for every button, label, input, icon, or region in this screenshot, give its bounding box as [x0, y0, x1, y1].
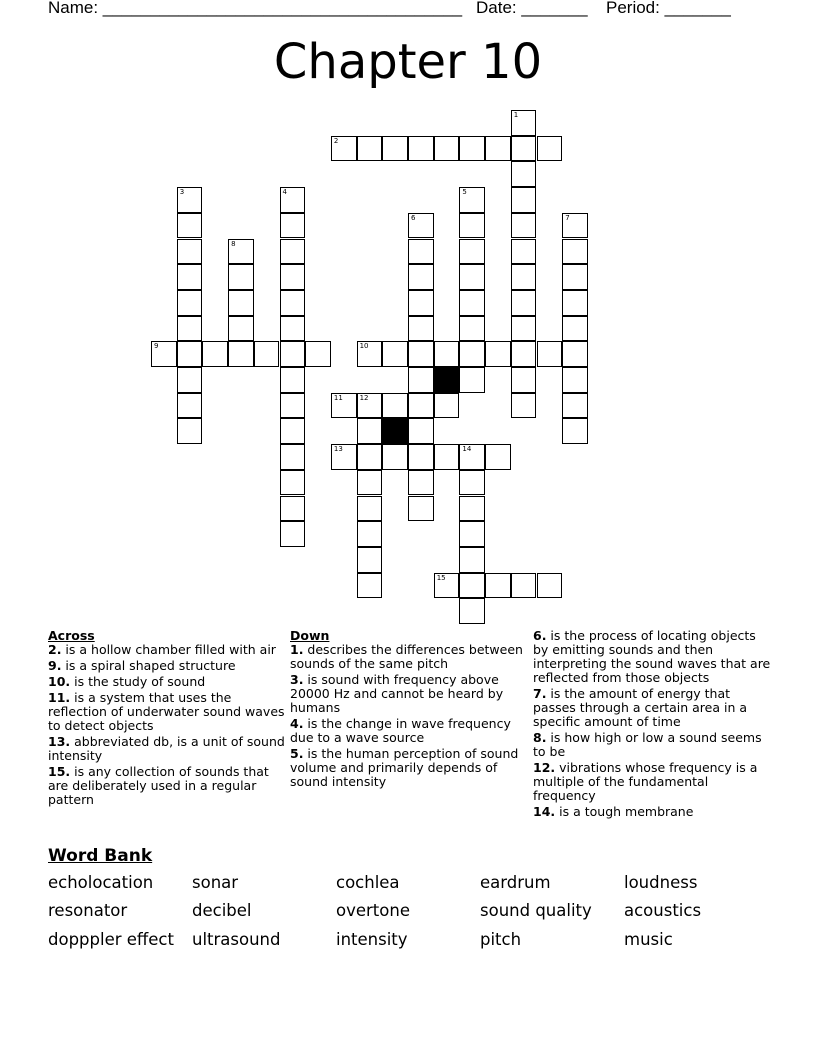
clue [533, 629, 773, 685]
grid-cell[interactable] [434, 393, 460, 419]
grid-cell[interactable] [511, 367, 537, 393]
grid-cell[interactable] [280, 444, 306, 470]
clue-number: 10 [359, 342, 369, 351]
clue [533, 805, 773, 819]
grid-cell[interactable] [434, 573, 460, 599]
grid-cell[interactable] [459, 367, 485, 393]
grid-cell[interactable] [357, 341, 383, 367]
down-heading: Down [290, 628, 330, 643]
clue [533, 731, 773, 759]
clue [48, 735, 286, 763]
grid-cell[interactable] [280, 290, 306, 316]
grid-cell[interactable] [228, 290, 254, 316]
word-bank-item: acoustics [624, 901, 702, 920]
grid-cell[interactable] [511, 341, 537, 367]
word-bank-item: dopppler effect [48, 930, 174, 949]
grid-cell[interactable] [459, 598, 485, 624]
word-bank-item: music [624, 930, 673, 949]
word-bank-item: echolocation [48, 873, 154, 892]
grid-cell[interactable] [408, 470, 434, 496]
grid-cell[interactable] [228, 316, 254, 342]
grid-cell[interactable] [511, 316, 537, 342]
grid-cell[interactable] [280, 496, 306, 522]
grid-cell[interactable] [562, 367, 588, 393]
clue-number: 14 [462, 445, 472, 454]
clue-number: 6. [533, 628, 547, 643]
grid-cell[interactable] [357, 444, 383, 470]
grid-cell[interactable] [280, 367, 306, 393]
grid-cell[interactable] [382, 341, 408, 367]
grid-cell[interactable] [408, 136, 434, 162]
clue-number: 8. [533, 730, 547, 745]
grid-cell[interactable] [280, 470, 306, 496]
clue-text: describes the differences between sounds of the same pitch [290, 642, 523, 671]
word-bank-item: eardrum [480, 873, 551, 892]
grid-cell[interactable] [485, 573, 511, 599]
grid-cell[interactable] [511, 393, 537, 419]
grid-cell[interactable] [459, 239, 485, 265]
grid-cell[interactable] [459, 213, 485, 239]
grid-cell[interactable] [485, 444, 511, 470]
clue-number: 12. [533, 760, 556, 775]
grid-cell[interactable] [177, 187, 203, 213]
grid-cell[interactable] [177, 341, 203, 367]
grid-cell[interactable] [280, 393, 306, 419]
clue-number: 7 [565, 213, 570, 222]
grid-cell[interactable] [408, 264, 434, 290]
grid-cell[interactable] [202, 341, 228, 367]
clue-number: 13. [48, 734, 71, 749]
grid-cell[interactable] [511, 110, 537, 136]
grid-cell[interactable] [485, 341, 511, 367]
word-bank-item: decibel [192, 901, 252, 920]
name-field: Name: ______________________________________ [48, 0, 463, 17]
grid-cell[interactable] [459, 521, 485, 547]
grid-cell[interactable] [305, 341, 331, 367]
grid-cell[interactable] [408, 496, 434, 522]
clue-number: 8 [231, 239, 236, 248]
word-bank-item: intensity [336, 930, 408, 949]
grid-cell[interactable] [511, 136, 537, 162]
clue [290, 673, 528, 715]
clue-number: 4. [290, 716, 304, 731]
word-bank-item: loudness [624, 873, 698, 892]
grid-cell[interactable] [177, 290, 203, 316]
clue-number: 2 [333, 136, 339, 145]
grid-cell[interactable] [562, 264, 588, 290]
clue-number: 4 [282, 188, 287, 197]
clue [290, 747, 528, 789]
clue-number: 5. [290, 746, 304, 761]
grid-cell[interactable] [357, 470, 383, 496]
grid-cell[interactable] [562, 239, 588, 265]
grid-cell[interactable] [280, 239, 306, 265]
grid-cell[interactable] [459, 290, 485, 316]
date-field: Date: _______ [476, 0, 588, 17]
grid-cell[interactable] [357, 393, 383, 419]
clue-number: 13 [333, 445, 343, 454]
grid-cell[interactable] [177, 239, 203, 265]
across-heading: Across [48, 628, 95, 643]
grid-cell[interactable] [357, 136, 383, 162]
word-bank-item: resonator [48, 901, 128, 920]
grid-cell[interactable] [459, 547, 485, 573]
word-bank-item: ultrasound [192, 930, 281, 949]
clue-number: 5 [462, 188, 467, 197]
grid-cell[interactable] [408, 316, 434, 342]
clue [290, 643, 528, 671]
grid-cell[interactable] [408, 444, 434, 470]
clue-text: is a hollow chamber filled with air [61, 642, 276, 657]
grid-cell[interactable] [459, 496, 485, 522]
grid-cell[interactable] [434, 136, 460, 162]
grid-cell[interactable] [408, 418, 434, 444]
grid-cell[interactable] [280, 187, 306, 213]
grid-cell[interactable] [382, 136, 408, 162]
clue [290, 717, 528, 745]
grid-cell[interactable] [228, 341, 254, 367]
grid-cell[interactable] [357, 547, 383, 573]
grid-cell[interactable] [408, 341, 434, 367]
clue [533, 687, 773, 729]
clue-number: 9 [154, 342, 159, 351]
grid-cell[interactable] [331, 393, 357, 419]
clue-number: 2. [48, 642, 62, 657]
clue-number: 3. [290, 672, 304, 687]
grid-cell[interactable] [177, 418, 203, 444]
grid-cell[interactable] [177, 367, 203, 393]
grid-cell[interactable] [459, 264, 485, 290]
clue-text: is the human perception of sound volume and primarily depends of sound intensity [290, 746, 519, 789]
grid-cell[interactable] [511, 573, 537, 599]
grid-cell[interactable] [511, 264, 537, 290]
grid-cell[interactable] [562, 393, 588, 419]
grid-cell[interactable] [562, 213, 588, 239]
clue-number: 11. [48, 690, 71, 705]
grid-cell[interactable] [434, 444, 460, 470]
clue-number: 14. [533, 804, 556, 819]
grid-cell[interactable] [280, 418, 306, 444]
grid-cell[interactable] [408, 393, 434, 419]
clue-number: 1 [513, 111, 519, 119]
grid-cell[interactable] [562, 290, 588, 316]
word-bank-item: sonar [192, 873, 239, 892]
clue [48, 675, 286, 689]
grid-cell[interactable] [459, 470, 485, 496]
clue-text: is any collection of sounds that are deliberately used in a regular pattern [48, 764, 269, 807]
down-clues-continued [533, 629, 773, 821]
clue-number: 7. [533, 686, 547, 701]
grid-cell[interactable] [408, 367, 434, 393]
grid-cell[interactable] [408, 290, 434, 316]
grid-cell[interactable] [459, 444, 485, 470]
clue-number: 15. [48, 764, 71, 779]
grid-cell[interactable] [280, 213, 306, 239]
clue-number: 9. [48, 658, 62, 673]
grid-cell[interactable] [331, 136, 357, 162]
word-bank-item: cochlea [336, 873, 400, 892]
across-clues [48, 629, 286, 809]
clue-text: is a tough membrane [555, 804, 694, 819]
clue-text: is sound with frequency above 20000 Hz and cannot be heard by humans [290, 672, 504, 715]
grid-cell[interactable] [459, 136, 485, 162]
grid-cell[interactable] [537, 573, 563, 599]
grid-cell[interactable] [280, 316, 306, 342]
grid-cell[interactable] [511, 187, 537, 213]
clue [533, 761, 773, 803]
grid-cell[interactable] [459, 187, 485, 213]
grid-cell[interactable] [357, 418, 383, 444]
clue-number: 10. [48, 674, 71, 689]
grid-cell[interactable] [408, 239, 434, 265]
clue-text: vibrations whose frequency is a multiple of the fundamental frequency [533, 760, 758, 803]
grid-cell[interactable] [382, 393, 408, 419]
clue-number: 11 [333, 393, 343, 402]
page-title: Chapter 10 [273, 34, 543, 90]
grid-cell[interactable] [382, 444, 408, 470]
grid-cell[interactable] [511, 161, 537, 187]
clue-text: abbreviated db, is a unit of sound intensity [48, 734, 285, 763]
grid-cell[interactable] [357, 573, 383, 599]
grid-cell[interactable] [254, 341, 280, 367]
word-bank-title: Word Bank [48, 846, 153, 866]
clue-text: is the amount of energy that passes through a certain area in a specific amount of time [533, 686, 748, 729]
clue-text: is the change in wave frequency due to a wave source [290, 716, 511, 745]
grid-cell[interactable] [357, 521, 383, 547]
grid-cell[interactable] [511, 239, 537, 265]
clue-number: 6 [411, 213, 416, 222]
grid-cell[interactable] [459, 316, 485, 342]
grid-cell[interactable] [177, 393, 203, 419]
grid-cell[interactable] [177, 316, 203, 342]
grid-cell[interactable] [280, 521, 306, 547]
grid-cell[interactable] [537, 341, 563, 367]
grid-cell[interactable] [331, 444, 357, 470]
grid-cell[interactable] [228, 239, 254, 265]
down-clues [290, 629, 528, 791]
grid-cell[interactable] [537, 136, 563, 162]
grid-cell[interactable] [459, 573, 485, 599]
clue-text: is the process of locating objects by emitting sounds and then interpreting the sound waves that are reflected from those objects [533, 628, 771, 685]
grid-cell[interactable] [511, 213, 537, 239]
clue-text: is a system that uses the reflection of underwater sound waves to detect objects [48, 690, 285, 733]
grid-cell[interactable] [511, 290, 537, 316]
clue-text: is a spiral shaped structure [61, 658, 236, 673]
grid-cell[interactable] [177, 264, 203, 290]
grid-cell[interactable] [562, 316, 588, 342]
grid-cell[interactable] [562, 418, 588, 444]
grid-cell[interactable] [177, 213, 203, 239]
black-cell [382, 418, 408, 444]
clue [48, 643, 286, 657]
grid-cell[interactable] [459, 341, 485, 367]
clue [48, 765, 286, 807]
clue-number: 3 [179, 188, 185, 197]
clue-text: is the study of sound [70, 674, 206, 689]
clue-number: 12 [359, 393, 369, 402]
grid-cell[interactable] [562, 341, 588, 367]
clue-number: 15 [436, 573, 446, 582]
word-bank-item: sound quality [480, 901, 592, 920]
clue-number: 1. [290, 642, 304, 657]
grid-cell[interactable] [151, 341, 177, 367]
grid-cell[interactable] [485, 136, 511, 162]
clue [48, 659, 286, 673]
grid-cell[interactable] [280, 264, 306, 290]
clue-text: is how high or low a sound seems to be [533, 730, 762, 759]
black-cell [434, 367, 460, 393]
period-field: Period: _______ [606, 0, 731, 17]
grid-cell[interactable] [408, 213, 434, 239]
grid-cell[interactable] [280, 341, 306, 367]
grid-cell[interactable] [228, 264, 254, 290]
word-bank-item: overtone [336, 901, 410, 920]
word-bank-item: pitch [480, 930, 522, 949]
grid-cell[interactable] [434, 341, 460, 367]
grid-cell[interactable] [357, 496, 383, 522]
clue [48, 691, 286, 733]
